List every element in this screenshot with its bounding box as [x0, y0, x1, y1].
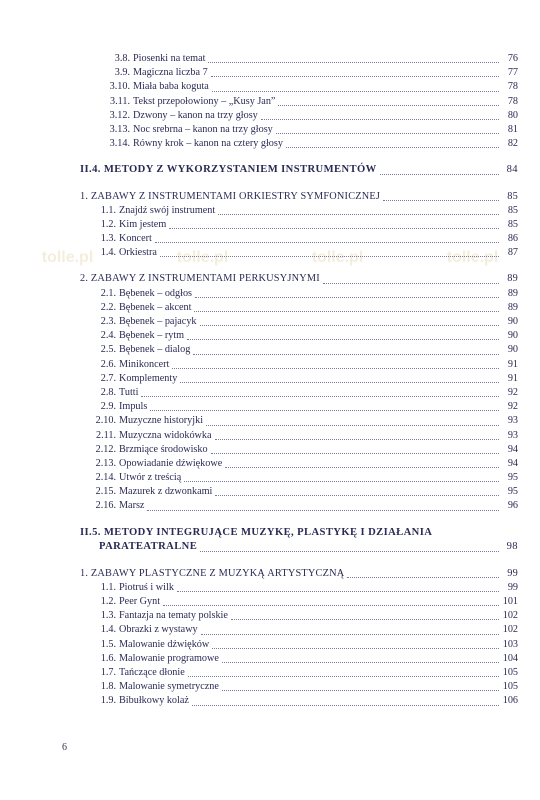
entry-number: 3.9. [114, 67, 130, 79]
entry-title: Orkiestra [119, 247, 157, 259]
entry-number: 2.14. [95, 472, 116, 484]
leader-dots [383, 191, 499, 201]
entry-title: Obrazki z wystawy [119, 624, 198, 636]
page-number: 80 [507, 109, 518, 121]
leader-dots [172, 359, 499, 369]
entry-title: Piosenki na temat [133, 53, 206, 64]
toc-section-ii5[interactable] [80, 526, 518, 555]
entry-number: 3.10. [109, 81, 130, 93]
toc-entry[interactable] [80, 52, 518, 66]
page-number: 85 [507, 204, 518, 216]
page-number: 101 [502, 596, 518, 607]
page-number: 99 [507, 567, 518, 579]
leader-dots [184, 472, 499, 482]
entry-number: 2.10. [95, 415, 116, 427]
page-number: 92 [507, 401, 518, 413]
entry-title: Malowanie symetryczne [119, 681, 219, 693]
entry-number: 2.4. [100, 330, 116, 342]
leader-dots [222, 681, 499, 691]
page-number: 98 [506, 541, 518, 553]
page-number: 106 [502, 695, 518, 707]
toc-entry[interactable] [80, 109, 518, 123]
entry-title: Komplementy [119, 372, 178, 384]
entry-title: Znajdź swój instrument [119, 204, 216, 216]
toc-entry[interactable] [80, 204, 518, 218]
toc-entry[interactable] [80, 80, 518, 94]
page-number: 91 [507, 372, 518, 384]
toc-entry[interactable] [80, 301, 518, 315]
toc-group-ch1 [80, 204, 518, 261]
toc-entry[interactable] [80, 329, 518, 343]
toc-entry[interactable] [80, 694, 518, 708]
toc-chapter-5-1[interactable] [80, 567, 518, 581]
entry-number: 1.6. [100, 652, 116, 664]
leader-dots [195, 288, 499, 298]
entry-title: Brzmiące środowisko [119, 443, 208, 455]
leader-dots [177, 582, 499, 592]
page-footer-number: 6 [62, 742, 67, 753]
toc-entry[interactable] [80, 638, 518, 652]
entry-title: Bębenek – akcent [119, 301, 192, 313]
page-number: 102 [502, 624, 518, 636]
entry-number: 2.7. [100, 372, 116, 384]
page-number: 89 [507, 287, 518, 299]
page-number: 102 [502, 610, 518, 622]
entry-number: 1.8. [100, 681, 116, 693]
page-number: 81 [507, 123, 518, 135]
chapter-title: 2. ZABAWY Z INSTRUMENTAMI PERKUSYJNYMI [80, 273, 320, 285]
page-number: 104 [502, 652, 518, 664]
page-number: 96 [507, 500, 518, 512]
page-number: 89 [507, 301, 518, 313]
watermark-text: tolle.pl [176, 249, 229, 266]
page-number: 90 [507, 316, 518, 327]
toc-entry[interactable] [80, 595, 518, 609]
entry-number: 3.8. [114, 53, 130, 64]
page-number: 87 [507, 247, 518, 259]
entry-title: Dzwony – kanon na trzy głosy [133, 109, 258, 121]
page-number: 95 [507, 486, 518, 498]
entry-title: Utwór z treścią [119, 472, 182, 484]
leader-dots [150, 401, 499, 411]
page-number: 76 [507, 53, 518, 64]
entry-number: 1.3. [100, 233, 116, 245]
entry-title: Tańczące dłonie [119, 666, 185, 678]
chapter-title: 1. ZABAWY Z INSTRUMENTAMI ORKIESTRY SYMFONICZNEJ [80, 190, 381, 202]
leader-dots [188, 667, 499, 677]
page-number: 94 [507, 443, 518, 455]
entry-number: 3.11. [110, 95, 130, 107]
leader-dots [200, 316, 499, 326]
page-number: 93 [507, 415, 518, 427]
entry-title: Kim jestem [119, 218, 167, 230]
entry-title: Magiczna liczba 7 [133, 67, 208, 79]
toc-entry[interactable] [80, 315, 518, 329]
entry-number: 2.1. [100, 287, 116, 299]
toc-entry[interactable] [80, 652, 518, 666]
toc-entry[interactable] [80, 499, 518, 513]
entry-number: 2.12. [95, 443, 116, 455]
leader-dots [169, 219, 499, 229]
leader-dots [187, 330, 499, 340]
entry-title: Marsz [119, 500, 145, 512]
page-number: 91 [507, 358, 518, 370]
page-number: 85 [507, 190, 518, 202]
leader-dots [155, 233, 499, 243]
entry-number: 1.2. [100, 218, 116, 230]
entry-title: Bębenek – odgłos [119, 287, 192, 299]
toc-entry[interactable] [80, 95, 518, 109]
toc-entry[interactable] [80, 414, 518, 428]
entry-number: 2.11. [96, 429, 116, 441]
entry-title: Piotruś i wilk [119, 581, 174, 593]
leader-dots [286, 138, 499, 148]
leader-dots [215, 486, 499, 496]
leader-dots [215, 430, 499, 440]
entry-number: 1.4. [100, 247, 116, 259]
leader-dots [222, 653, 499, 663]
entry-number: 1.7. [100, 666, 116, 678]
page-number: 99 [507, 581, 518, 593]
entry-title: Tekst przepołowiony – „Kusy Jan” [133, 95, 276, 107]
toc-entry[interactable] [80, 443, 518, 457]
entry-title: Koncert [119, 233, 152, 245]
leader-dots [180, 373, 499, 383]
page-number: 78 [507, 81, 518, 93]
leader-dots [231, 610, 499, 620]
page-number: 92 [507, 386, 518, 398]
entry-number: 2.2. [100, 301, 116, 313]
leader-dots [347, 568, 499, 578]
section-title-line2: PARATEATRALNE [99, 541, 198, 553]
entry-title: Bębenek – pajacyk [119, 316, 197, 327]
toc-entry[interactable] [80, 457, 518, 471]
leader-dots [200, 542, 499, 552]
toc-group-ch5 [80, 581, 518, 709]
entry-number: 1.1. [100, 204, 116, 216]
leader-dots [141, 387, 499, 397]
entry-title: Malowanie dźwięków [119, 638, 210, 650]
page-number: 89 [507, 273, 518, 285]
entry-title: Tutti [119, 386, 139, 398]
entry-number: 1.3. [100, 610, 116, 622]
chapter-title: 1. ZABAWY PLASTYCZNE Z MUZYKĄ ARTYSTYCZNĄ [80, 567, 345, 579]
toc-chapter-1[interactable] [80, 190, 518, 204]
leader-dots [193, 345, 499, 355]
leader-dots [380, 165, 499, 175]
entry-number: 1.9. [100, 695, 116, 707]
watermark-text: tolle.pl [446, 249, 499, 266]
page-number: 105 [502, 666, 518, 678]
section-title: II.4. METODY Z WYKORZYSTANIEM INSTRUMENTÓW [80, 164, 377, 176]
leader-dots [163, 596, 499, 606]
toc-entry[interactable] [80, 123, 518, 137]
entry-title: Bębenek – dialog [119, 344, 191, 356]
entry-number: 2.13. [95, 457, 116, 469]
entry-number: 2.6. [100, 358, 116, 370]
entry-number: 1.4. [100, 624, 116, 636]
leader-dots [201, 625, 499, 635]
entry-title: Fantazja na tematy polskie [119, 610, 228, 622]
watermark-text: tolle.pl [41, 249, 94, 266]
leader-dots [261, 110, 499, 120]
leader-dots [194, 302, 499, 312]
table-of-contents [80, 52, 518, 709]
entry-number: 2.8. [100, 386, 116, 398]
entry-title: Noc srebrna – kanon na trzy głosy [133, 123, 273, 135]
leader-dots [225, 458, 499, 468]
toc-chapter-2[interactable] [80, 272, 518, 286]
entry-number: 3.12. [109, 109, 130, 121]
entry-title: Muzyczna widokówka [119, 429, 212, 441]
leader-dots [276, 124, 499, 134]
entry-title: Muzyczne historyjki [119, 415, 204, 427]
leader-dots [160, 247, 499, 257]
toc-entry[interactable] [80, 232, 518, 246]
toc-entry[interactable] [80, 666, 518, 680]
leader-dots [211, 444, 499, 454]
page-number: 94 [507, 457, 518, 469]
leader-dots [218, 205, 499, 215]
entry-title: Bębenek – rytm [119, 330, 185, 342]
entry-number: 2.15. [95, 486, 116, 498]
page-number: 86 [507, 233, 518, 245]
entry-number: 3.13. [109, 123, 130, 135]
leader-dots [206, 416, 499, 426]
page-number: 84 [506, 164, 518, 176]
leader-dots [212, 82, 499, 92]
toc-entry[interactable] [80, 609, 518, 623]
toc-entry[interactable] [80, 485, 518, 499]
toc-entry[interactable] [80, 429, 518, 443]
page-number: 78 [507, 95, 518, 107]
toc-group-ch2 [80, 287, 518, 514]
toc-section-ii4[interactable] [80, 163, 518, 177]
leader-dots [323, 274, 499, 284]
entry-number: 2.3. [100, 316, 116, 327]
toc-entry[interactable] [80, 343, 518, 357]
entry-title: Bibułkowy kolaż [119, 695, 189, 707]
toc-entry[interactable] [80, 680, 518, 694]
leader-dots [208, 53, 499, 63]
page-number: 95 [507, 472, 518, 484]
page-number: 90 [507, 330, 518, 342]
entry-title: Peer Gynt [119, 596, 161, 607]
page-number: 93 [507, 429, 518, 441]
toc-entry[interactable] [80, 581, 518, 595]
toc-entry[interactable] [80, 246, 518, 260]
toc-entry[interactable] [80, 287, 518, 301]
toc-entry[interactable] [80, 137, 518, 151]
leader-dots [278, 96, 499, 106]
toc-entry[interactable] [80, 358, 518, 372]
entry-title: Malowanie programowe [119, 652, 219, 664]
entry-number: 1.2. [100, 596, 116, 607]
toc-entry[interactable] [80, 471, 518, 485]
page-number: 82 [507, 138, 518, 150]
toc-entry[interactable] [80, 66, 518, 80]
toc-entry[interactable] [80, 400, 518, 414]
entry-title: Równy krok – kanon na cztery głosy [133, 138, 283, 150]
entry-number: 2.5. [100, 344, 116, 356]
page-number: 90 [507, 344, 518, 356]
leader-dots [212, 639, 499, 649]
page-number: 77 [507, 67, 518, 79]
entry-number: 2.16. [95, 500, 116, 512]
toc-entry[interactable] [80, 372, 518, 386]
entry-title: Opowiadanie dźwiękowe [119, 457, 223, 469]
entry-title: Miała baba koguta [133, 81, 209, 93]
toc-entry[interactable] [80, 218, 518, 232]
entry-number: 1.5. [100, 638, 116, 650]
page-number: 85 [507, 218, 518, 230]
entry-number: 3.14. [109, 138, 130, 150]
leader-dots [211, 67, 499, 77]
entry-title: Minikoncert [119, 358, 170, 370]
entry-title: Mazurek z dzwonkami [119, 486, 213, 498]
leader-dots [192, 696, 499, 706]
toc-group-3 [80, 52, 518, 151]
section-title-line1: II.5. METODY INTEGRUJĄCE MUZYKĘ, PLASTYKĘ I DZIAŁANIA [80, 526, 433, 538]
page-number: 103 [502, 638, 518, 650]
page-number: 105 [502, 681, 518, 693]
entry-number: 1.1. [100, 581, 116, 593]
entry-title: Impuls [119, 401, 148, 413]
leader-dots [147, 501, 499, 511]
toc-entry[interactable] [80, 386, 518, 400]
watermark-text: tolle.pl [311, 249, 364, 266]
toc-entry[interactable] [80, 623, 518, 637]
entry-number: 2.9. [100, 401, 116, 413]
